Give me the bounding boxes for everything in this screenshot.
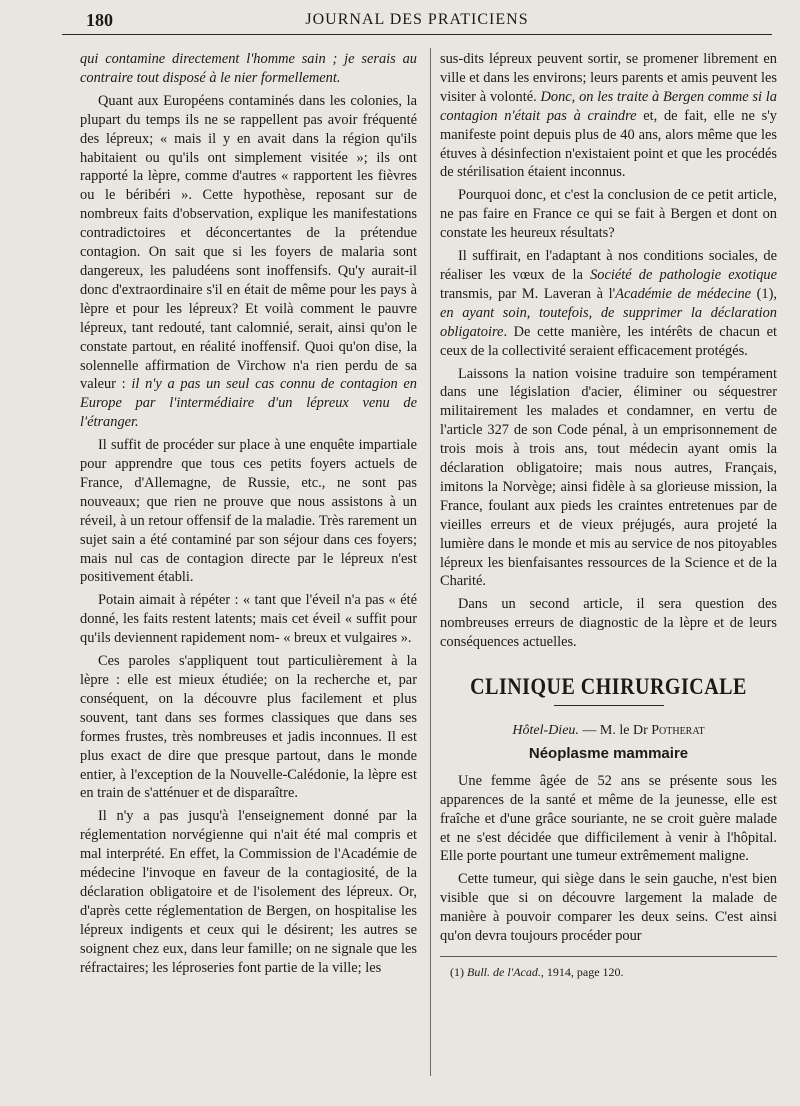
paragraph: Il suffit de procéder sur place à une enquête impartiale pour apprendre que tous ces petits foyers actuels de France, d'Allemagne, de Russie, etc., ne sont pas nouveaux; que rien ne prouve que nous assistons à un réveil, à un retour offensif de la maladie. Très rarement un sujet sain a été contaminé par son séjour dans ces foyers; mais nul cas de contagion directe par le lépreux n'est positivement établi.: [80, 437, 417, 586]
paragraph: Quant aux Européens contaminés dans les colonies, la plupart du temps ils ne se rappellent pas avoir fréquenté des lépreux; « mais il y en avait dans la région qu'ils habitaient ou qu'ils ont simplement visitée »; ils ont rapporté la lèpre, comme d'autres « rapportent les fièvres ou le béribéri ». Cette hypothèse, reposant sur de nombreux faits d'observation, explique les manifestations contradictoires et déconcertantes de la prétendue contagion. On sait que si les foyers de malaria sont dangereux, les paludéens sont inoffensifs. Qu'y aurait-il donc d'extraordinaire s'il en était de même pour les pays à lèpre et pour les lépreux? Et voilà comment le pauvre lépreux, tant redouté, tant calomnié, serait, ainsi qu'on le constate partout, en réalité inoffensif. Quoi qu'on dise, la solennelle affirmation de Virchow n'a rien perdu de sa valeur : il n'y a pas un seul cas connu de contagion en Europe par l'intermédiaire d'un lépreux venu de l'étranger.: [80, 92, 417, 431]
page-header: [62, 8, 772, 35]
title-rule: [554, 705, 664, 706]
paragraph: Potain aimait à répéter : « tant que l'éveil n'a pas « été donné, les faits restent latents; mais cet éveil « suffit pour qu'ils deviennent rapidement nom- « breux et vulgaires ».: [80, 592, 417, 647]
footnote-rule: [440, 956, 777, 957]
byline: Hôtel-Dieu. — M. le Dr Potherat: [512, 723, 705, 738]
page-number: 180: [86, 10, 113, 30]
paragraph: Une femme âgée de 52 ans se présente sous les apparences de la santé et même de la jeunesse, elle est fraîche et d'une grâce souriante, ne se croit guère malade et ne s'est décidée que difficilement à venir à l'hôpital. Elle porte pourtant une tumeur extrêmement maligne.: [440, 772, 777, 865]
left-column: [80, 50, 417, 982]
section-title: CLINIQUE CHIRURGICALE: [470, 674, 747, 700]
journal-title: JOURNAL DES PRATICIENS: [305, 11, 529, 28]
paragraph: qui contamine directement l'homme sain ; je serais au contraire tout disposé à le nier formellement.: [80, 51, 417, 86]
paragraph: sus-dits lépreux peuvent sortir, se promener librement en ville et dans les environs; leurs parents et amis peuvent les visiter à volonté. Donc, on les traite à Bergen comme si la contagion n'était pas à craindre et, de fait, elle ne s'y manifeste point depuis plus de 40 ans, alors même que les étuves à désinfection n'existaient point et que les procédés de stérilisation étaient inconnus.: [440, 51, 778, 181]
article-subtitle: Néoplasme mammaire: [528, 744, 689, 762]
column-divider: [430, 48, 431, 1076]
right-column: [440, 50, 777, 986]
paragraph: Laissons la nation voisine traduire son tempérament dans une législation d'acier, éliminer ou séquestrer militairement les malades et condamner, en vertu de l'article 327 de son Code pénal, à un emprisonnement de trois mois à trois ans, tout médecin ayant omis la déclaration obligatoire; mais nous autres, Français, imitons la Norvège; ainsi fidèle à sa glorieuse mission, la France, foulant aux pieds les craintes entretenues par de vieilles erreurs et de vieux préjugés, aura projeté la lumière dans le monde et mis au service de nos pitoyables lépreux les bienfaisantes ressources de la Science et de la Charité.: [440, 365, 777, 590]
paragraph: Cette tumeur, qui siège dans le sein gauche, n'est bien visible que si on découvre largement la malade de manière à pouvoir comparer les deux seins. C'est ainsi qu'on devra toujours procéder pour: [440, 871, 777, 945]
paragraph: Il suffirait, en l'adaptant à nos conditions sociales, de réaliser les vœux de la Société de pathologie exotique transmis, par M. Laveran à l'Académie de médecine (1), en ayant soin, toutefois, de supprimer la déclaration obligatoire. De cette manière, les intérêts de chacun et ceux de la collectivité seraient efficacement protégés.: [440, 248, 777, 359]
paragraph: Pourquoi donc, et c'est la conclusion de ce petit article, ne pas faire en France ce qui se fait à Bergen et dont on constate les heureux résultats?: [440, 187, 777, 242]
footnote: (1) Bull. de l'Acad., 1914, page 120.: [450, 964, 624, 979]
paragraph: Dans un second article, il sera question des nombreuses erreurs de diagnostic de la lèpre et de leurs conséquences actuelles.: [440, 596, 777, 651]
paragraph: Ces paroles s'appliquent tout particulièrement à la lèpre : elle est mieux étudiée; on la recherche et, par conséquent, on la découvre plus facilement et plus souvent, tant dans ses formes classiques que dans ses formes frustes, très nombreuses et jadis inconnues. Il est plus exact de dire que presque partout, dans le monde entier, à l'exception de la Nouvelle-Calédonie, la lèpre est en train de s'atténuer et de disparaître.: [80, 653, 417, 802]
paragraph: Il n'y a pas jusqu'à l'enseignement donné par la réglementation norvégienne qui n'ait été mal compris et mal interprété. En effet, la Commission de l'Académie de médecine l'invoque en faveur de la contagiosité, de la déclaration obligatoire et de l'isolement des lépreux. Or, d'après cette réglementation de Bergen, on hospitalise les lépreux indigents et ceux qui le désirent; les autres se soignent chez eux, dans leur famille; on ne signale que les réfractaires; les léproseries font partie de la ville; les: [80, 808, 417, 976]
